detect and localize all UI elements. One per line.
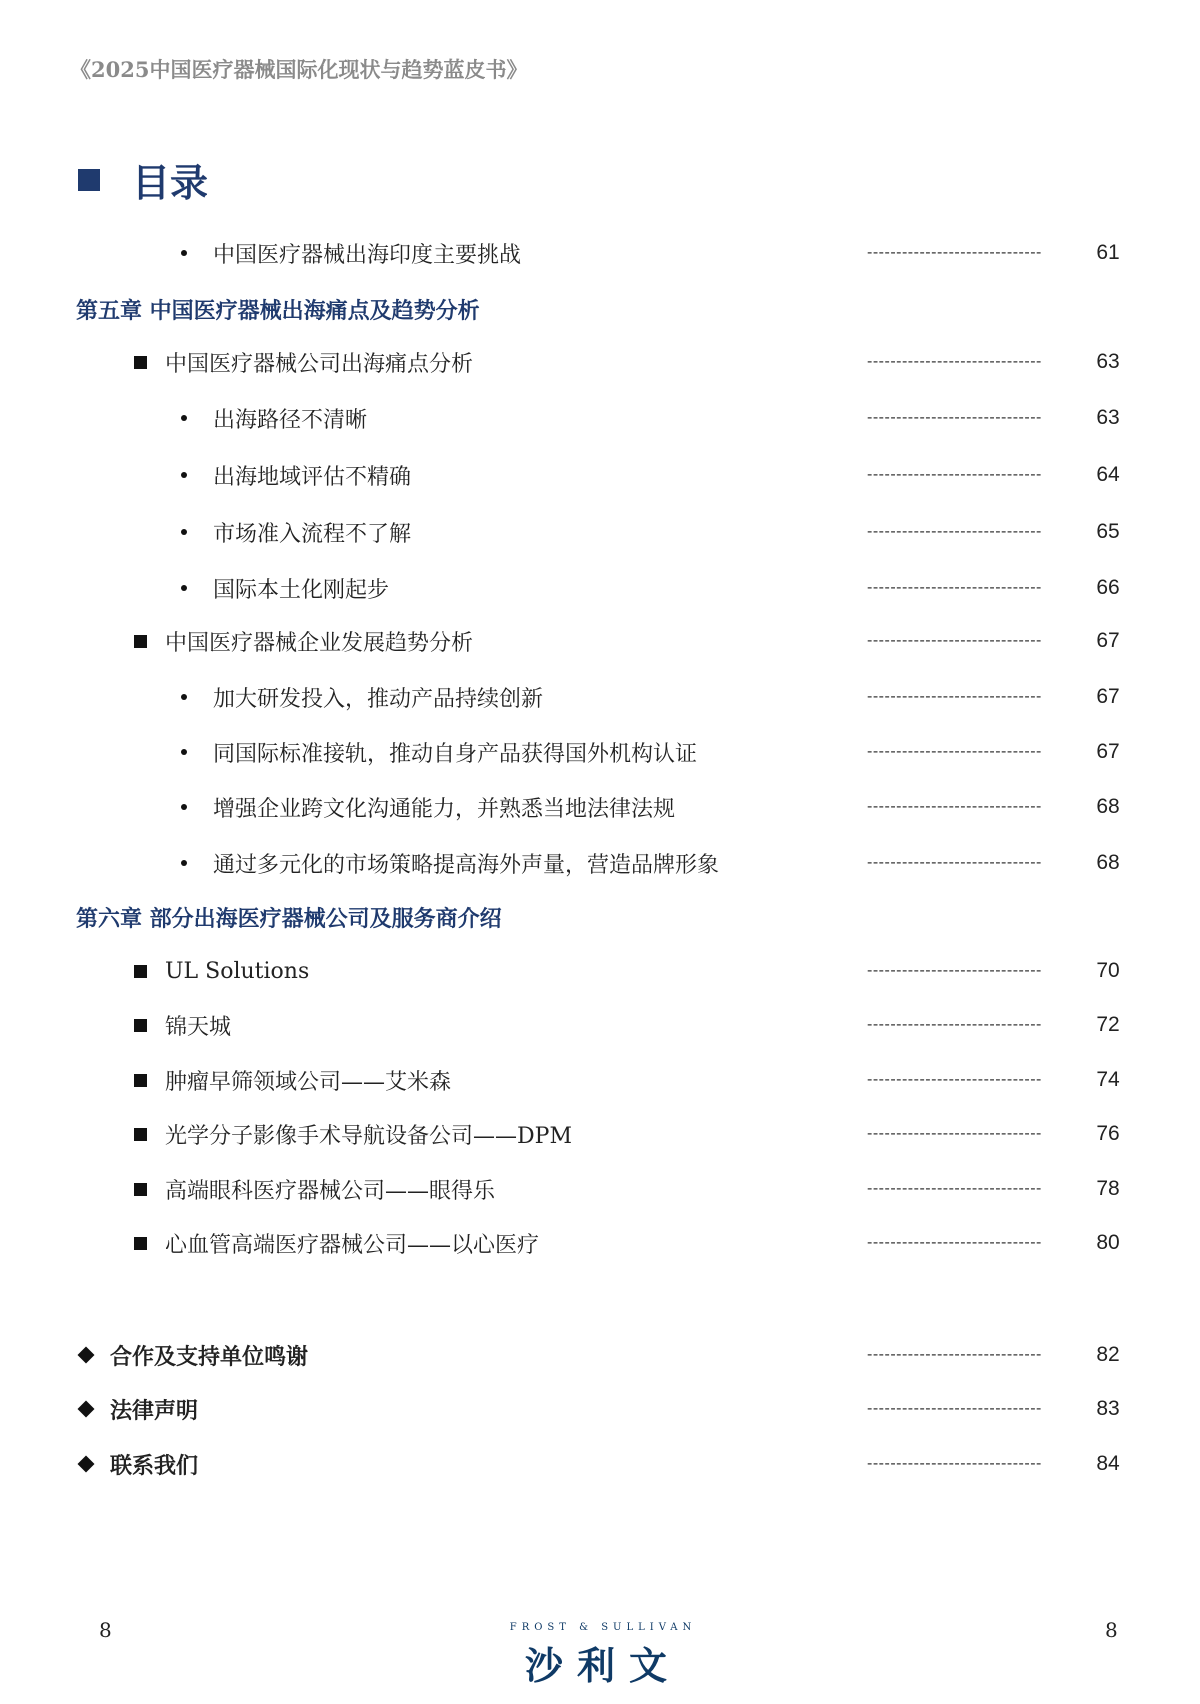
toc-entry[interactable] <box>0 792 1200 822</box>
leader-dots: ------------------------------ <box>867 1400 1042 1417</box>
toc-page-number: 74 <box>1096 1068 1120 1091</box>
toc-entry[interactable] <box>0 517 1200 547</box>
page-number-right: 8 <box>1105 1618 1118 1642</box>
toc-entry-text: 通过多元化的市场策略提高海外声量，营造品牌形象 <box>213 852 720 878</box>
dot-bullet-icon <box>181 529 187 535</box>
leader-dots: ------------------------------ <box>867 1455 1042 1472</box>
dot-bullet-icon <box>181 860 187 866</box>
toc-entry[interactable] <box>0 1449 1200 1479</box>
toc-page-number: 76 <box>1096 1122 1120 1145</box>
leader-dots: ------------------------------ <box>867 1016 1042 1033</box>
leader-dots: ------------------------------ <box>867 1180 1042 1197</box>
diamond-bullet-icon <box>78 1347 95 1364</box>
toc-entry-text: 第六章 部分出海医疗器械公司及服务商介绍 <box>76 905 502 932</box>
toc-page-number: 80 <box>1096 1231 1120 1254</box>
toc-entry-text: 中国医疗器械出海印度主要挑战 <box>213 242 522 268</box>
toc-entry-text: 同国际标准接轨，推动自身产品获得国外机构认证 <box>213 741 698 767</box>
toc-entry[interactable] <box>0 1065 1200 1095</box>
leader-dots: ------------------------------ <box>867 579 1042 596</box>
toc-page-number: 72 <box>1096 1013 1120 1036</box>
toc-entry-text: 中国医疗器械公司出海痛点分析 <box>165 351 474 377</box>
toc-entry[interactable] <box>0 1340 1200 1370</box>
toc-page-number: 63 <box>1096 350 1120 373</box>
diamond-bullet-icon <box>78 1401 95 1418</box>
toc-entry[interactable] <box>0 626 1200 656</box>
toc-entry-text: 光学分子影像手术导航设备公司——DPM <box>165 1123 572 1149</box>
toc-chapter-heading[interactable] <box>0 294 1200 324</box>
dot-bullet-icon <box>181 749 187 755</box>
toc-page-number: 67 <box>1096 740 1120 763</box>
toc-entry[interactable] <box>0 956 1200 986</box>
toc-title <box>78 152 208 207</box>
toc-entry[interactable] <box>0 573 1200 603</box>
toc-entry[interactable] <box>0 737 1200 767</box>
toc-entry-text: 出海路径不清晰 <box>213 407 368 433</box>
leader-dots: ------------------------------ <box>867 1125 1042 1142</box>
toc-page-number: 66 <box>1096 576 1120 599</box>
toc-entry[interactable] <box>0 1394 1200 1424</box>
toc-page-number: 70 <box>1096 959 1120 982</box>
toc-entry[interactable] <box>0 403 1200 433</box>
toc-page-number: 64 <box>1096 463 1120 486</box>
square-bullet-icon <box>134 1237 147 1250</box>
leader-dots: ------------------------------ <box>867 962 1042 979</box>
logo-chinese: 沙利文 <box>524 1644 681 1688</box>
toc-title-text: 目录 <box>132 161 209 205</box>
square-bullet-icon <box>134 965 147 978</box>
leader-dots: ------------------------------ <box>867 1234 1042 1251</box>
dot-bullet-icon <box>181 472 187 478</box>
leader-dots: ------------------------------ <box>867 523 1042 540</box>
square-bullet-icon <box>134 1074 147 1087</box>
toc-entry-text: 法律声明 <box>110 1397 199 1424</box>
toc-entry-text: UL Solutions <box>165 958 310 984</box>
toc-chapter-heading[interactable] <box>0 902 1200 932</box>
leader-dots: ------------------------------ <box>867 854 1042 871</box>
toc-page-number: 83 <box>1096 1397 1120 1420</box>
leader-dots: ------------------------------ <box>867 466 1042 483</box>
toc-entry-text: 国际本土化刚起步 <box>213 577 390 603</box>
leader-dots: ------------------------------ <box>867 798 1042 815</box>
square-bullet-icon <box>134 1183 147 1196</box>
dot-bullet-icon <box>181 250 187 256</box>
leader-dots: ------------------------------ <box>867 688 1042 705</box>
square-bullet-icon <box>134 1019 147 1032</box>
square-bullet-icon <box>78 169 100 191</box>
toc-entry-text: 锦天城 <box>165 1014 232 1040</box>
toc-entry-text: 第五章 中国医疗器械出海痛点及趋势分析 <box>76 297 480 324</box>
toc-entry[interactable] <box>0 682 1200 712</box>
toc-entry[interactable] <box>0 1174 1200 1204</box>
toc-entry-text: 市场准入流程不了解 <box>213 521 412 547</box>
toc-entry[interactable] <box>0 238 1200 268</box>
leader-dots: ------------------------------ <box>867 743 1042 760</box>
toc-page-number: 82 <box>1096 1343 1120 1366</box>
toc-entry-text: 中国医疗器械企业发展趋势分析 <box>165 630 474 656</box>
leader-dots: ------------------------------ <box>867 409 1042 426</box>
toc-entry-text: 增强企业跨文化沟通能力，并熟悉当地法律法规 <box>213 796 676 822</box>
toc-entry-text: 出海地域评估不精确 <box>213 464 412 490</box>
toc-entry[interactable] <box>0 460 1200 490</box>
dot-bullet-icon <box>181 585 187 591</box>
toc-entry-text: 联系我们 <box>110 1452 199 1479</box>
square-bullet-icon <box>134 635 147 648</box>
toc-entry[interactable] <box>0 1119 1200 1149</box>
toc-entry[interactable] <box>0 1228 1200 1258</box>
dot-bullet-icon <box>181 415 187 421</box>
diamond-bullet-icon <box>78 1456 95 1473</box>
toc-page-number: 68 <box>1096 795 1120 818</box>
running-header: 《2025中国医疗器械国际化现状与趋势蓝皮书》 <box>70 57 528 82</box>
toc-page-number: 84 <box>1096 1452 1120 1475</box>
toc-entry-text: 高端眼科医疗器械公司——眼得乐 <box>165 1178 496 1204</box>
logo-english: FROST & SULLIVAN <box>509 1622 697 1633</box>
toc-entry-text: 心血管高端医疗器械公司——以心医疗 <box>165 1232 540 1258</box>
frost-sullivan-logo <box>503 1622 703 1690</box>
toc-page-number: 65 <box>1096 520 1120 543</box>
leader-dots: ------------------------------ <box>867 1071 1042 1088</box>
leader-dots: ------------------------------ <box>867 244 1042 261</box>
page-number-left: 8 <box>99 1618 112 1642</box>
toc-entry[interactable] <box>0 848 1200 878</box>
leader-dots: ------------------------------ <box>867 1346 1042 1363</box>
toc-page-number: 63 <box>1096 406 1120 429</box>
toc-entry[interactable] <box>0 347 1200 377</box>
square-bullet-icon <box>134 356 147 369</box>
toc-page-number: 68 <box>1096 851 1120 874</box>
leader-dots: ------------------------------ <box>867 353 1042 370</box>
toc-page-number: 67 <box>1096 629 1120 652</box>
toc-page-number: 78 <box>1096 1177 1120 1200</box>
dot-bullet-icon <box>181 694 187 700</box>
toc-entry[interactable] <box>0 1010 1200 1040</box>
toc-entry-text: 肿瘤早筛领域公司——艾米森 <box>165 1069 452 1095</box>
toc-entry-text: 加大研发投入，推动产品持续创新 <box>213 686 544 712</box>
dot-bullet-icon <box>181 804 187 810</box>
square-bullet-icon <box>134 1128 147 1141</box>
toc-page-number: 61 <box>1096 241 1120 264</box>
toc-page-number: 67 <box>1096 685 1120 708</box>
toc-entry-text: 合作及支持单位鸣谢 <box>110 1343 309 1370</box>
leader-dots: ------------------------------ <box>867 632 1042 649</box>
